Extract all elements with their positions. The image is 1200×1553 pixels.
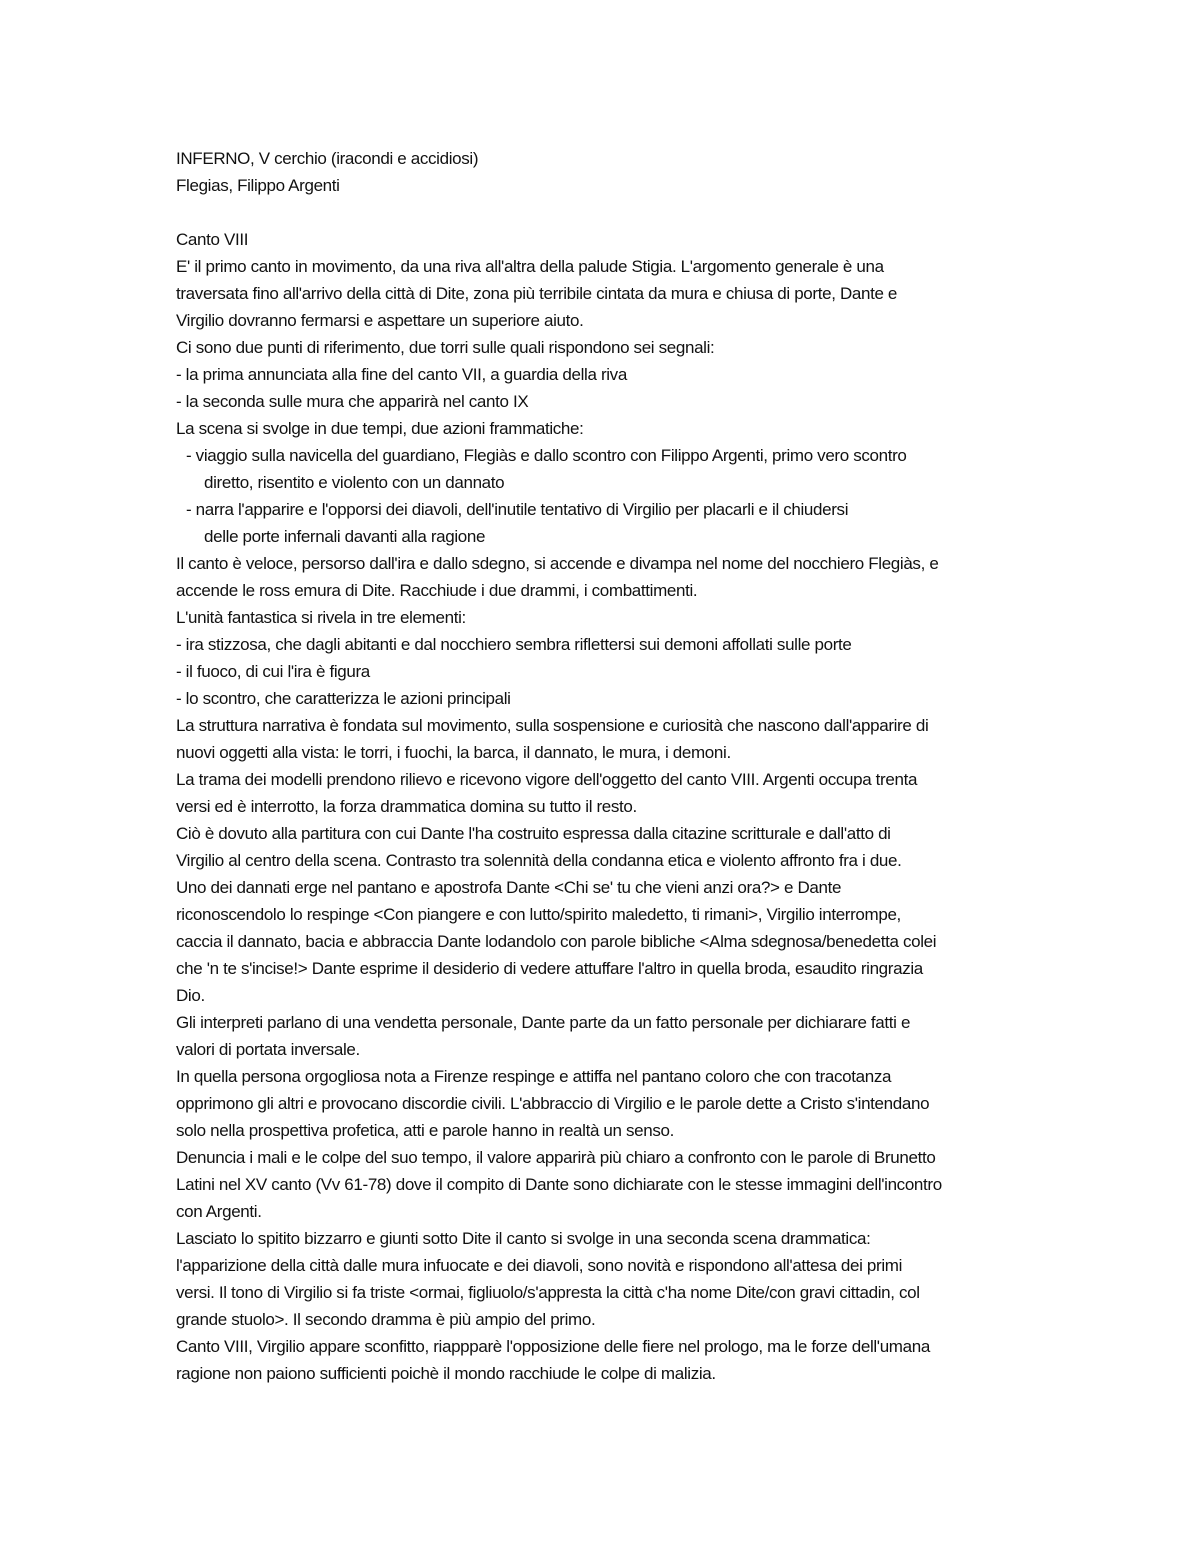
list-item: - lo scontro, che caratterizza le azioni principali xyxy=(176,689,511,708)
text-line: Virgilio dovranno fermarsi e aspettare un superiore aiuto. xyxy=(176,311,584,330)
text-line: con Argenti. xyxy=(176,1202,262,1221)
text-line: versi. Il tono di Virgilio si fa triste <ormai, figliuolo/s'appresta la città c'ha nome Dite/con gravi cittadin, col xyxy=(176,1283,920,1302)
text-line: grande stuolo>. Il secondo dramma è più ampio del primo. xyxy=(176,1310,596,1329)
text-line: solo nella prospettiva profetica, atti e parole hanno in realtà un senso. xyxy=(176,1121,675,1140)
text-line: opprimono gli altri e provocano discordie civili. L'abbraccio di Virgilio e le parole dette a Cristo s'intendano xyxy=(176,1094,930,1113)
text-line: Gli interpreti parlano di una vendetta personale, Dante parte da un fatto personale per dichiarare fatti e xyxy=(176,1013,911,1032)
text-line: accende le ross emura di Dite. Racchiude i due drammi, i combattimenti. xyxy=(176,581,698,600)
text-line: Uno dei dannati erge nel pantano e apostrofa Dante <Chi se' tu che vieni anzi ora?> e Dante xyxy=(176,878,842,897)
text-line: In quella persona orgogliosa nota a Firenze respinge e attiffa nel pantano coloro che con tracotanza xyxy=(176,1067,892,1086)
text-line: Latini nel XV canto (Vv 61-78) dove il compito di Dante sono dichiarate con le stesse immagini dell'incontro xyxy=(176,1175,942,1194)
text-line: che 'n te s'incise!> Dante esprime il desiderio di vedere attuffare l'altro in quella broda, esaudito ringrazia xyxy=(176,959,923,978)
text-line: l'apparizione della città dalle mura infuocate e dei diavoli, sono novità e rispondono all'attesa dei primi xyxy=(176,1256,902,1275)
text-line: Ciò è dovuto alla partitura con cui Dante l'ha costruito espressa dalla citazine scritturale e dall'atto di xyxy=(176,824,891,843)
text-line: caccia il dannato, bacia e abbraccia Dante lodandolo con parole bibliche <Alma sdegnosa/benedetta colei xyxy=(176,932,937,951)
document-title: INFERNO, V cerchio (iracondi e accidiosi) xyxy=(176,149,479,168)
text-line: riconoscendolo lo respinge <Con piangere e con lutto/spirito maledetto, ti rimani>, Virgilio interrompe, xyxy=(176,905,901,924)
list-item: - narra l'apparire e l'opporsi dei diavoli, dell'inutile tentativo di Virgilio per placarli e il chiudersi xyxy=(186,500,849,519)
text-line: Denuncia i mali e le colpe del suo tempo, il valore apparirà più chiaro a confronto con le parole di Brunetto xyxy=(176,1148,936,1167)
text-line: Canto VIII, Virgilio appare sconfitto, riappparè l'opposizione delle fiere nel prologo, ma le forze dell'umana xyxy=(176,1337,930,1356)
text-line: nuovi oggetti alla vista: le torri, i fuochi, la barca, il dannato, le mura, i demoni. xyxy=(176,743,731,762)
list-item: - la seconda sulle mura che apparirà nel canto IX xyxy=(176,392,529,411)
blank-line xyxy=(176,199,1056,226)
text-line: La struttura narrativa è fondata sul movimento, sulla sospensione e curiosità che nascono dall'apparire di xyxy=(176,716,929,735)
text-line: ragione non paiono sufficienti poichè il mondo racchiude le colpe di malizia. xyxy=(176,1364,716,1383)
text-line: Dio. xyxy=(176,986,205,1005)
list-item: - viaggio sulla navicella del guardiano, Flegiàs e dallo scontro con Filippo Argenti, primo vero scontro xyxy=(186,446,907,465)
text-line: Lasciato lo spitito bizzarro e giunti sotto Dite il canto si svolge in una seconda scena drammatica: xyxy=(176,1229,871,1248)
canto-heading: Canto VIII xyxy=(176,230,249,249)
text-line: Il canto è veloce, persorso dall'ira e dallo sdegno, si accende e divampa nel nome del nocchiero Flegiàs, e xyxy=(176,554,939,573)
document-subtitle: Flegias, Filippo Argenti xyxy=(176,176,340,195)
text-line: versi ed è interrotto, la forza drammatica domina su tutto il resto. xyxy=(176,797,637,816)
document-body xyxy=(176,145,1056,1387)
text-line: La trama dei modelli prendono rilievo e ricevono vigore dell'oggetto del canto VIII. Argenti occupa trenta xyxy=(176,770,918,789)
text-line: traversata fino all'arrivo della città di Dite, zona più terribile cintata da mura e chiusa di porte, Dante e xyxy=(176,284,898,303)
text-line: valori di portata inversale. xyxy=(176,1040,360,1059)
text-line: L'unità fantastica si rivela in tre elementi: xyxy=(176,608,466,627)
list-item: - la prima annunciata alla fine del canto VII, a guardia della riva xyxy=(176,365,627,384)
list-item: - il fuoco, di cui l'ira è figura xyxy=(176,662,370,681)
text-line: La scena si svolge in due tempi, due azioni frammatiche: xyxy=(176,419,584,438)
list-item-continuation: diretto, risentito e violento con un dannato xyxy=(204,473,505,492)
text-line: Ci sono due punti di riferimento, due torri sulle quali rispondono sei segnali: xyxy=(176,338,715,357)
text-line: E' il primo canto in movimento, da una riva all'altra della palude Stigia. L'argomento generale è una xyxy=(176,257,884,276)
text-line: Virgilio al centro della scena. Contrasto tra solennità della condanna etica e violento affronto fra i due. xyxy=(176,851,902,870)
list-item-continuation: delle porte infernali davanti alla ragione xyxy=(204,527,486,546)
list-item: - ira stizzosa, che dagli abitanti e dal nocchiero sembra riflettersi sui demoni affollati sulle porte xyxy=(176,635,852,654)
